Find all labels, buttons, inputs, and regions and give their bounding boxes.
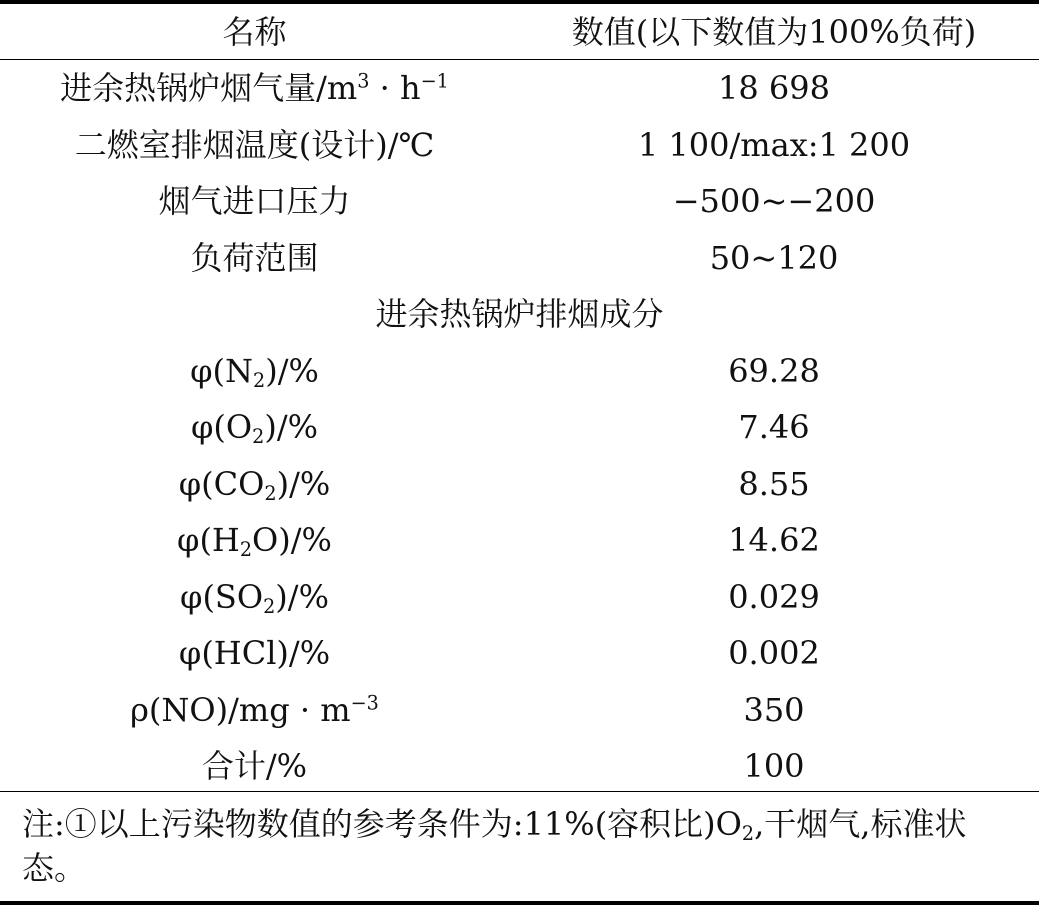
component-value-n2: 69.28 [728,351,820,390]
table-row [0,60,1039,117]
table-bottom-rule [0,901,1039,905]
table-row [0,738,1039,795]
header-row [0,4,1039,60]
header-divider [0,59,1039,60]
component-value-o2: 7.46 [738,408,810,447]
note-divider [0,791,1039,792]
section-row [0,286,1039,343]
table-header [0,4,1039,60]
row-name-load-range: 负荷范围 [190,238,319,277]
row-value-exhaust-temperature: 1 100/max:1 200 [637,125,911,164]
component-name-h2o: $\varphi(H_2O)/\%$ [177,521,332,562]
component-value-hcl: 0.002 [728,634,820,673]
component-name-o2: $\varphi(O_2)/\%$ [190,408,318,449]
component-value-total: 100 [743,747,805,786]
row-name-exhaust-temperature: 二燃室排烟温度(设计)/℃ [74,125,435,164]
component-name-no: $\rho(NO)/mg \cdot m^{-3}$ [130,690,379,729]
component-name-co2: $\varphi(CO_2)/\%$ [178,464,331,505]
row-name-inlet-pressure: 烟气进口压力 [158,182,351,221]
row-name-flue-gas-volume: 进余热锅炉烟气量$/m^3 \cdot h^{-1}$ [60,69,449,108]
row-value-inlet-pressure: −500~−200 [672,182,876,221]
table-row [0,117,1039,174]
table-row [0,512,1039,569]
table-body [0,60,1039,795]
component-name-hcl: φ(HCl)/% [178,634,331,673]
component-name-n2: $\varphi(N_2)/\%$ [190,351,319,392]
component-value-so2: 0.029 [728,577,820,616]
component-value-no: 350 [743,690,805,729]
section-title: 进余热锅炉排烟成分 [375,295,664,334]
table-row [0,456,1039,513]
table-row [0,399,1039,456]
row-value-flue-gas-volume: 18 698 [718,69,830,108]
table-footnote: 注:①以上污染物数值的参考条件为:11%(容积比)$O_2$,干烟气,标准状态。 [22,805,967,887]
table-row [0,173,1039,230]
table-row [0,230,1039,287]
table-row [0,569,1039,626]
header-name: 名称 [222,13,287,51]
table-row [0,682,1039,739]
table-row [0,625,1039,682]
table-row [0,343,1039,400]
row-value-load-range: 50~120 [709,238,839,277]
component-name-total: 合计/% [201,747,308,786]
header-value: 数值(以下数值为100%负荷) [571,13,977,51]
component-name-so2: $\varphi(SO_2)/\%$ [180,577,329,618]
flue-gas-parameter-table [0,4,1039,795]
component-value-h2o: 14.62 [728,521,820,560]
component-value-co2: 8.55 [738,464,810,503]
